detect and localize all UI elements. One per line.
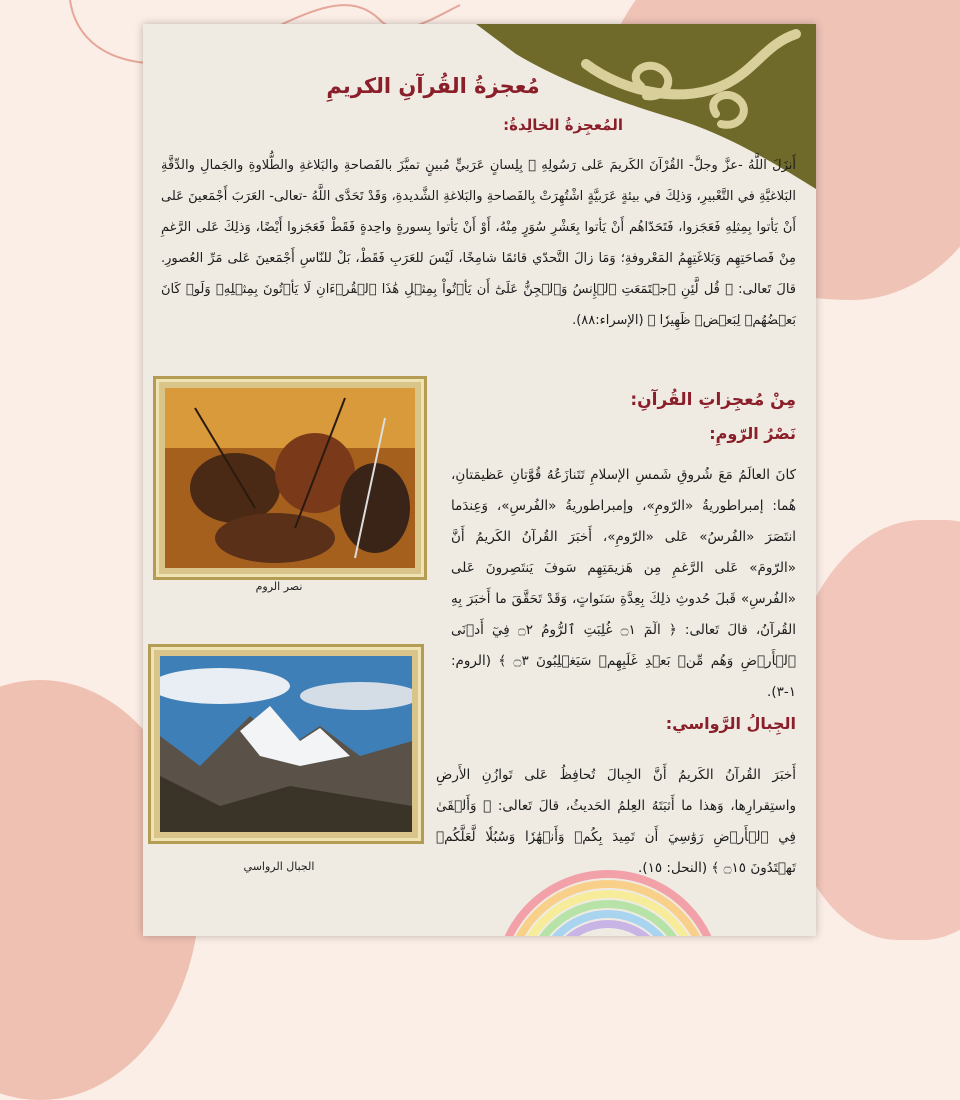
romans-heading: نَصْرُ الرّومِ: (709, 424, 796, 443)
mountains-paragraph: أَخبَرَ القُرآنُ الكَريمُ أَنَّ الجِبالَ تُحافِظُ عَلى تَوازُنِ الأَرضِ واستِقرارِها، وَهذا ما أَثبَتَهُ العِلمُ الحَديثُ، قالَ تَعالى: ﴿ وَأَلۡقَىٰ فِي ٱلۡأَرۡضِ رَوَٰسِيَ أَن تَمِيدَ بِكُمۡ وَأَنۡهَٰرٗا وَسُبُلٗا لَّعَلَّكُمۡ تَهۡتَدُونَ ۝١٥ ﴾ (النحل: ١٥). (436, 767, 796, 876)
book-page (143, 24, 816, 936)
mountains-heading: الجِبالُ الرَّواسي: (665, 714, 796, 733)
page-title: مُعجزةُ القُرآنِ الكريمِ (326, 74, 540, 98)
romans-image-frame (153, 376, 427, 580)
mountains-image-frame (148, 644, 424, 844)
mountains-image (160, 656, 412, 832)
battle-image (165, 388, 415, 568)
intro-paragraph: أَنزَلَ اللَّهُ -عزَّ وجلَّ- القُرْآنَ الكَريمَ عَلى رَسُولِهِ ﷺ بِلِسانٍ عَرَبيٍّ مُبينٍ تميَّزَ بالفَصاحةِ والبَلاغةِ والطُّلاوةِ والجَمالِ والدِّقَّةِ البَلاغيَّةِ في التَّعْبيرِ، وَذلِكَ في بيئةٍ عَرَبيَّةٍ اشْتُهِرَتْ بِالفَصاحةِ والبَلاغةِ الشَّديدةِ، وَقَدْ تَحَدَّى اللَّهُ -تعالى- العَرَبَ أَجْمَعينَ عَلى أَنْ يَأتوا بِمِثلِهِ فَعَجَزوا، فَتَحَدّاهُم أَنْ يَأتوا بِعَشْرِ سُوَرٍ مِنْهُ، أَوْ أَنْ يَأتوا بِسورةٍ واحِدةٍ فَقَطْ فَعَجَزوا أَيْضًا، وَذلِكَ عَلى الرَّغمِ مِنْ فَصاحَتِهِم وَبَلاغَتِهِمُ المَعْروفةِ؛ وَمَا زالَ التَّحدّي قائمًا شامِخًا، لَيْسَ للعَرَبِ فَقَطْ، بَلْ للنّاسِ أَجْمَعينَ عَلى مَرِّ العُصورِ. قالَ تَعالى: ﴿ قُل لَّئِنِ ٱجۡتَمَعَتِ ٱلۡإِنسُ وَٱلۡجِنُّ عَلَىٰٓ أَن يَأۡتُواْ بِمِثۡلِ هَٰذَا ٱلۡقُرۡءَانِ لَا يَأۡتُونَ بِمِثۡلِهِۦ وَلَوۡ كَانَ بَعۡضُهُمۡ لِبَعۡضٖ ظَهِيرٗا ﴾ (الإسراء:٨٨). (161, 158, 796, 328)
romans-caption: نصر الروم (255, 580, 303, 593)
page-subtitle: المُعجِزةُ الخالِدةُ: (503, 116, 623, 134)
mountains-caption: الجبال الرواسي (243, 860, 315, 873)
section-heading: مِنْ مُعجِزاتِ القُرآنِ: (630, 390, 796, 410)
rainbow-decoration (488, 864, 728, 936)
romans-paragraph: كانَ العالَمُ مَعَ شُروقِ شَمسِ الإسلامِ تَتَنازَعُهُ قُوَّتانِ عَظيمَتانِ، هُما: إمبراطوريةُ «الرّومِ»، وإمبراطوريةُ «الفُرسِ»، وَعِندَما انتَصَرَ «الفُرسُ» عَلى «الرّومِ»، أَخبَرَ القُرآنُ الكَريمُ أَنَّ «الرّومَ» عَلى الرَّغمِ مِن هَزيمَتِهِم سَوفَ يَنتَصِرونَ عَلى «الفُرسِ» قَبلَ حُدوثِ ذلِكَ بِعِدَّةِ سَنَواتٍ، وَقَدْ تَحَقَّقَ ما أَخبَرَ بِهِ القُرآنُ، قالَ تَعالى: ﴿ الٓمٓ ۝١ غُلِبَتِ ٱلرُّومُ ۝٢ فِيٓ أَدۡنَى ٱلۡأَرۡضِ وَهُم مِّنۢ بَعۡدِ غَلَبِهِمۡ سَيَغۡلِبُونَ ۝٣ ﴾ (الروم: ١-٣). (451, 467, 796, 700)
